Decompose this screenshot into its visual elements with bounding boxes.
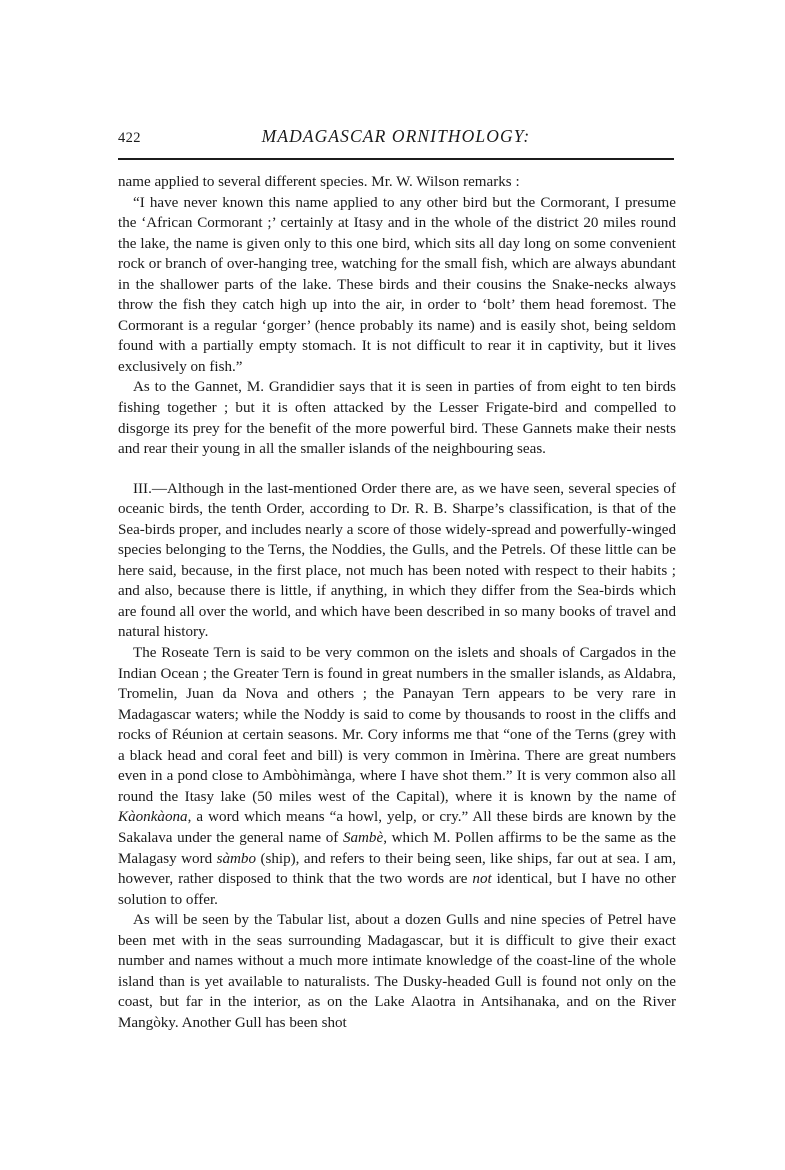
paragraph-5-part-2: , a word which means “a howl, yelp, or cry.” All these birds are known by the Sakalava under the general name of (118, 809, 676, 846)
page-header (118, 126, 674, 150)
paragraph-5 (118, 643, 676, 910)
paragraph-5-italic-4: not (472, 871, 492, 888)
paragraph-5-part-3: , which M. Pollen affirms to be the same as the Malagasy word (118, 829, 676, 867)
paragraph-6: As will be seen by the Tabular list, about a dozen Gulls and nine species of Petrel have been met with in the seas surrounding Madagascar, but it is difficult to give their exact number and names without a much more intimate knowledge of the coast-line of the whole island than is yet available to naturalists. The Dusky-headed Gull is found not only on the coast, but far in the interior, as on the Lake Alaotra in Antsihanaka, and on the River Mangòky. Another Gull has been shot (118, 912, 676, 1031)
paragraph-5-italic-3: sàmbo (216, 850, 257, 867)
paragraph-4: III.—Although in the last-mentioned Order there are, as we have seen, several species of oceanic birds, the tenth Order, according to Dr. R. B. Sharpe’s classification, is that of the Sea-birds proper, and includes nearly a score of those widely-spread and powerfully-winged species belonging to the Terns, the Noddies, the Gulls, and the Petrels. Of these little can be here said, because, in the first place, not much has been noted with respect to their habits ; and also, because there is little, if anything, in which they differ from the Sea-birds which are found all over the world, and which have been described in so many books of travel and natural history. (118, 480, 676, 641)
paragraph-2: “I have never known this name applied to any other bird but the Cormorant, I presume the ‘African Cormorant ;’ certainly at Itasy and in the whole of the district 20 miles round the lake, the name is given only to this one bird, which sits all day long on some convenient rock or branch of over-hanging tree, watching for the small fish, which are always abundant in the shallower parts of the lake. These birds and their cousins the Snake-necks always throw the fish they catch high up into the air, in order to ‘bolt’ them head foremost. The Cormorant is a regular ‘gorger’ (hence probably its name) and is easily shot, being seldom found with a partially empty stomach. It is not difficult to rear it in captivity, but it lives exclusively on fish.” (118, 194, 676, 375)
folio-number: 422 (118, 130, 141, 146)
paragraph-5-part-1: The Roseate Tern is said to be very common on the islets and shoals of Cargados in the Indian Ocean ; the Greater Tern is found in great numbers in the smaller islands, as Aldabra, Tromelin, Juan da Nova and others ; the Panayan Tern appears to be very rare in Madagascar waters; while the Noddy is said to come by thousands to roost in the cliffs and rocks of Réunion at certain seasons. Mr. Cory informs me that “one of the Terns (grey with a black head and coral feet and bill) is very common in Imèrina. There are great numbers even in a pond close to Ambòhimànga, where I have shot them.” It is very common also all round the Itasy lake (50 miles west of the Capital), where it is known by the name of (118, 645, 676, 805)
paragraph-5-part-5: identical, but I have no other solution to offer. (118, 871, 676, 908)
running-title: MADAGASCAR ORNITHOLOGY: (261, 126, 531, 146)
header-rule (118, 158, 674, 160)
paragraph-5-part-4: (ship), and refers to their being seen, like ships, far out at sea. I am, however, rather disposed to think that the two words are (118, 850, 676, 888)
body-text-column (118, 172, 676, 1033)
paragraph-3: As to the Gannet, M. Grandidier says that it is seen in parties of from eight to ten birds fishing together ; but it is often attacked by the Lesser Frigate-bird and compelled to disgorge its prey for the benefit of the more powerful bird. These Gannets make their nests and rear their young in all the smaller islands of the neighbouring seas. (118, 379, 676, 458)
paragraph-1: name applied to several different species. Mr. W. Wilson remarks : (118, 174, 520, 190)
paragraph-5-italic-2: Sambè (342, 829, 384, 846)
paragraph-5-italic-1: Kàonkàona (118, 809, 188, 826)
